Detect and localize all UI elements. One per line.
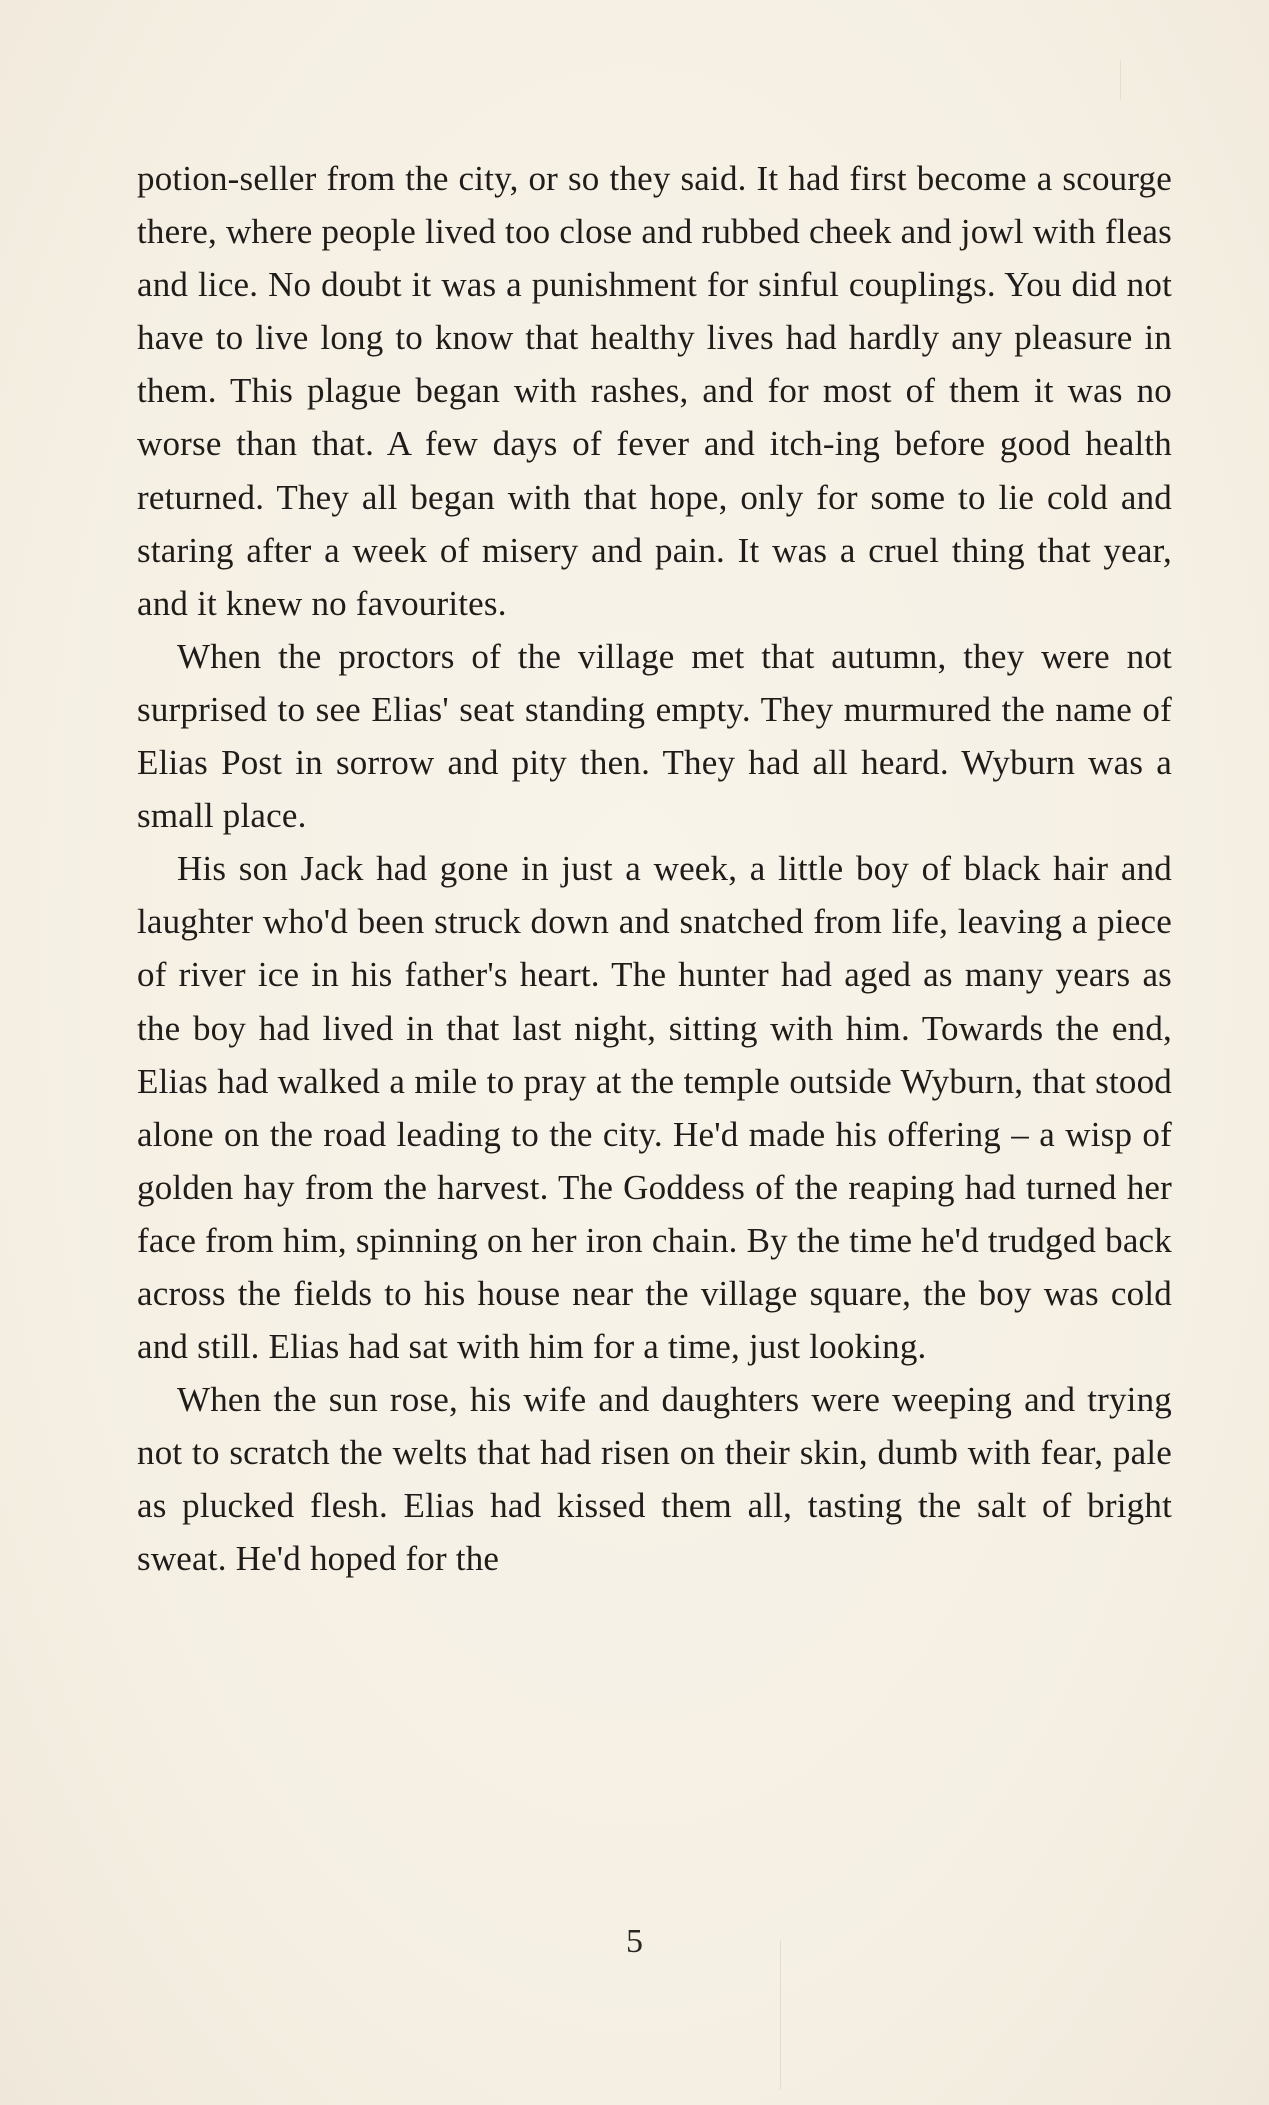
paragraph: His son Jack had gone in just a week, a little boy of black hair and laughter who'd been struck down and snatched from life, leaving a piece of river ice in his father's heart. The hunter had aged as many years as the boy had lived in that last night, sitting with him. Towards the end, Elias had walked a mile to pray at the temple outside Wyburn, that stood alone on the road leading to the city. He'd made his offering – a wisp of golden hay from the harvest. The Goddess of the reaping had turned her face from him, spinning on her iron chain. By the time he'd trudged back across the fields to his house near the village square, the boy was cold and still. Elias had sat with him for a time, just looking. [137, 849, 1172, 1367]
page-crease-bottom [780, 1940, 781, 2090]
paragraph: potion-seller from the city, or so they said. It had first become a scourge there, where people lived too close and rubbed cheek and jowl with fleas and lice. No doubt it was a punishment for sinful couplings. You did not have to live long to know that healthy lives had hardly any pleasure in them. This plague began with rashes, and for most of them it was no worse than that. A few days of fever and itch-ing before good health returned. They all began with that hope, only for some to lie cold and staring after a week of misery and pain. It was a cruel thing that year, and it knew no favourites. [137, 159, 1172, 623]
paragraph: When the proctors of the village met that autumn, they were not surprised to see Elias' seat standing empty. They murmured the name of Elias Post in sorrow and pity then. They had all heard. Wyburn was a small place. [137, 636, 1172, 836]
body-text [137, 152, 1172, 1586]
paragraph: When the sun rose, his wife and daughters were weeping and trying not to scratch the welts that had risen on their skin, dumb with fear, pale as plucked flesh. Elias had kissed them all, tasting the salt of bright sweat. He'd hoped for the [137, 1380, 1172, 1579]
page-number: 5 [626, 1923, 643, 1960]
page-crease-top [1120, 60, 1121, 100]
